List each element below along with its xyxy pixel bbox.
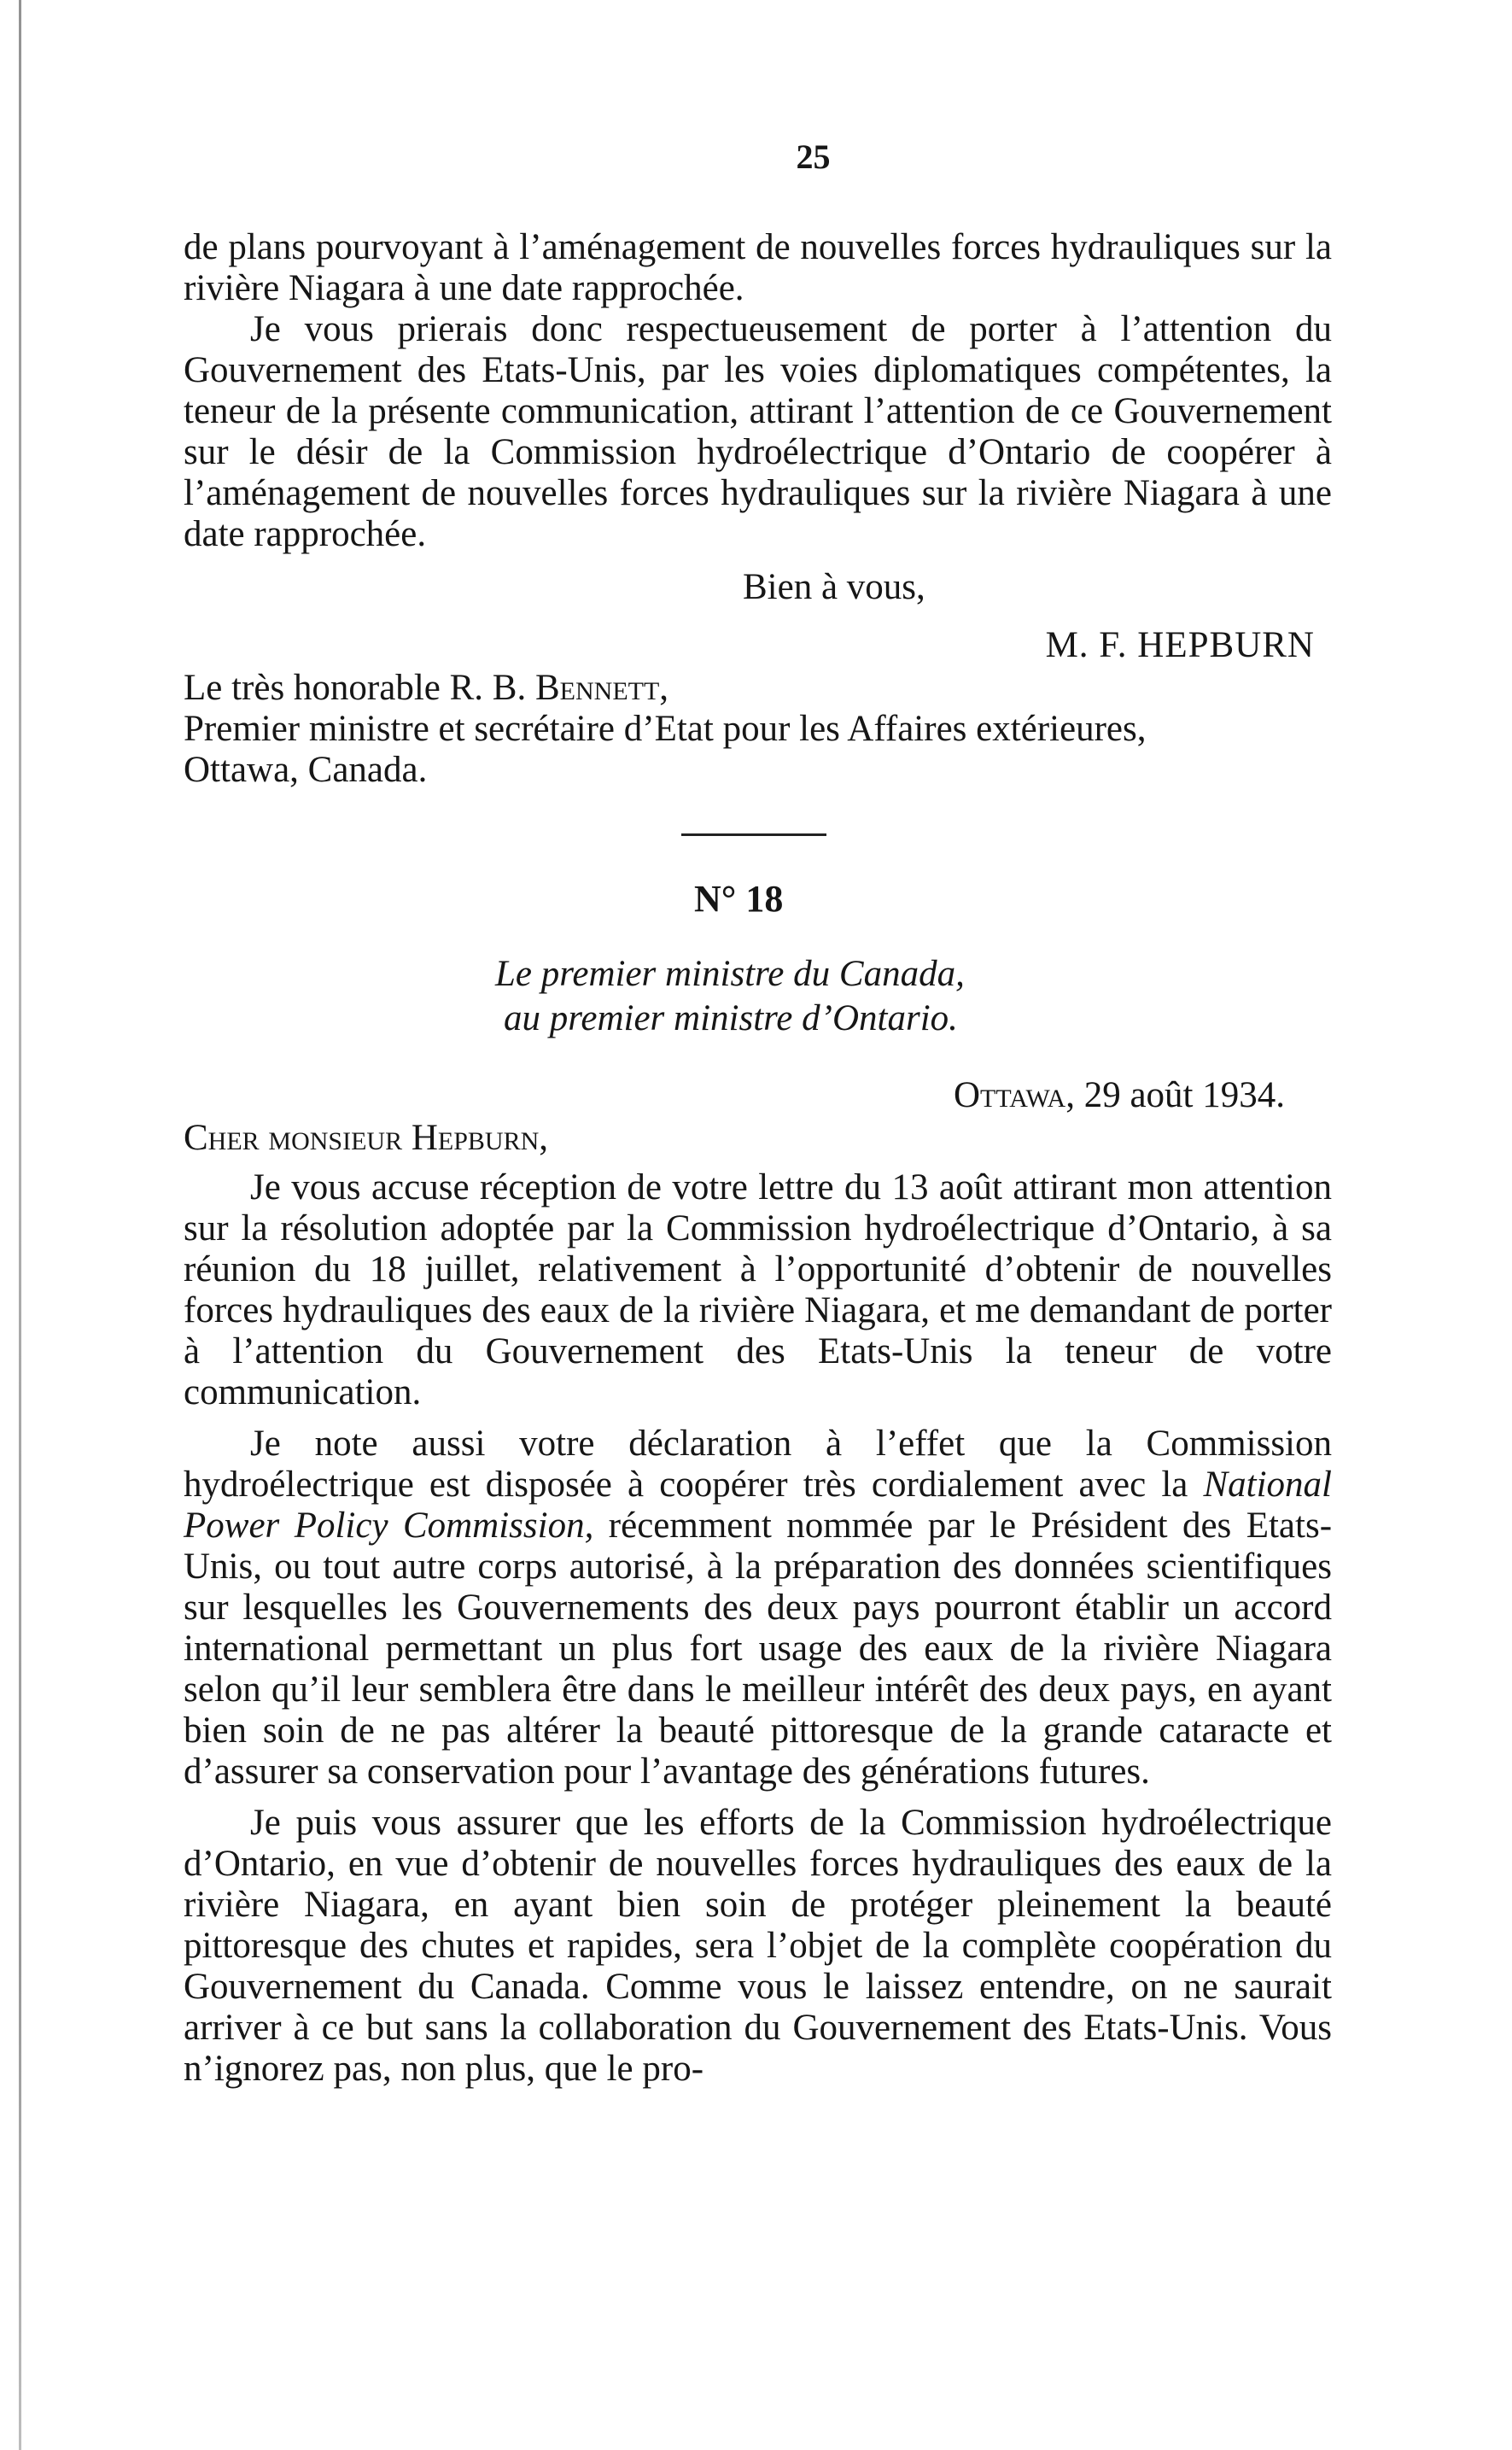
dateline bbox=[184, 1075, 1332, 1116]
salutation: Cher monsieur Hepburn, bbox=[184, 1118, 549, 1158]
document-page bbox=[184, 137, 1332, 2090]
letter-heading bbox=[184, 952, 1332, 1041]
body-paragraph-2-start: Je note aussi votre déclaration à l’effet que la Commission hydroélectrique est disposée à coopérer très cordialement avec la bbox=[184, 1424, 1332, 1505]
body-paragraph-2 bbox=[184, 1424, 1332, 1792]
section-divider bbox=[681, 833, 826, 836]
addressee-surname: Bennett, bbox=[535, 668, 669, 708]
heading-from: Le premier ministre du Canada, bbox=[495, 954, 965, 994]
document-number: N° 18 bbox=[694, 878, 784, 920]
addressee-title: Le très honorable R. B. bbox=[184, 668, 527, 708]
addressee-line-2: Premier ministre et secrétaire d’Etat pour les Affaires extérieures, bbox=[184, 709, 1147, 749]
commission-name: National Power Policy Commission, bbox=[184, 1465, 1332, 1546]
dateline-place: Ottawa, bbox=[953, 1075, 1075, 1115]
scan-edge-shadow bbox=[19, 0, 21, 2450]
letter-closing: Bien à vous, bbox=[743, 567, 925, 607]
paragraph-request: Je vous prierais donc respectueusement de porter à l’attention du Gouvernement des Etats-Unis, par les voies diplomatiques compétentes, la teneur de la présente communication, attirant l’attention de ce Gouvernement sur le désir de la Commission hydroélectrique d’Ontario de coopérer à l’aménagement de nouvelles forces hydrauliques sur la rivière Niagara à une date rapprochée. bbox=[184, 309, 1332, 554]
page-number: 25 bbox=[796, 137, 831, 176]
addressee-line-3: Ottawa, Canada. bbox=[184, 750, 428, 790]
paragraph-continued: de plans pourvoyant à l’aménagement de nouvelles forces hydrauliques sur la rivière Niagara à une date rapprochée. bbox=[184, 227, 1332, 308]
addressee-block bbox=[184, 668, 1332, 791]
dateline-date: 29 août 1934. bbox=[1083, 1075, 1285, 1115]
body-paragraph-2-end: récemment nommée par le Président des Etats-Unis, ou tout autre corps autorisé, à la préparation des données scientifiques sur lesquelles les Gouvernements des deux pays pourront établir un accord international permettant un plus fort usage des eaux de la rivière Niagara selon qu’il leur semblera être dans le meilleur intérêt des deux pays, en ayant bien soin de ne pas altérer la beauté pittoresque de la grande cataracte et d’assurer sa conservation pour l’avantage des générations futures. bbox=[184, 1506, 1333, 1792]
body-paragraph-1: Je vous accuse réception de votre lettre du 13 août attirant mon attention sur la résolution adoptée par la Commission hydroélectrique d’Ontario, à sa réunion du 18 juillet, relativement à l’opportunité d’obtenir de nouvelles forces hydrauliques des eaux de la rivière Niagara, et me demandant de porter à l’attention du Gouvernement des Etats-Unis la teneur de votre communication. bbox=[184, 1167, 1332, 1412]
addressee-line-1 bbox=[184, 668, 1332, 709]
heading-to: au premier ministre d’Ontario. bbox=[504, 998, 958, 1038]
letter-signature: M. F. HEPBURN bbox=[1045, 625, 1315, 665]
body-paragraph-3: Je puis vous assurer que les efforts de la Commission hydroélectrique d’Ontario, en vue d’obtenir de nouvelles forces hydrauliques des eaux de la rivière Niagara, en ayant bien soin de protéger pleinement la beauté pittoresque des chutes et rapides, sera l’objet de la complète coopération du Gouvernement du Canada. Comme vous le laissez entendre, on ne saurait arriver à ce but sans la collaboration du Gouvernement des Etats-Unis. Vous n’ignorez pas, non plus, que le pro- bbox=[184, 1803, 1332, 2089]
